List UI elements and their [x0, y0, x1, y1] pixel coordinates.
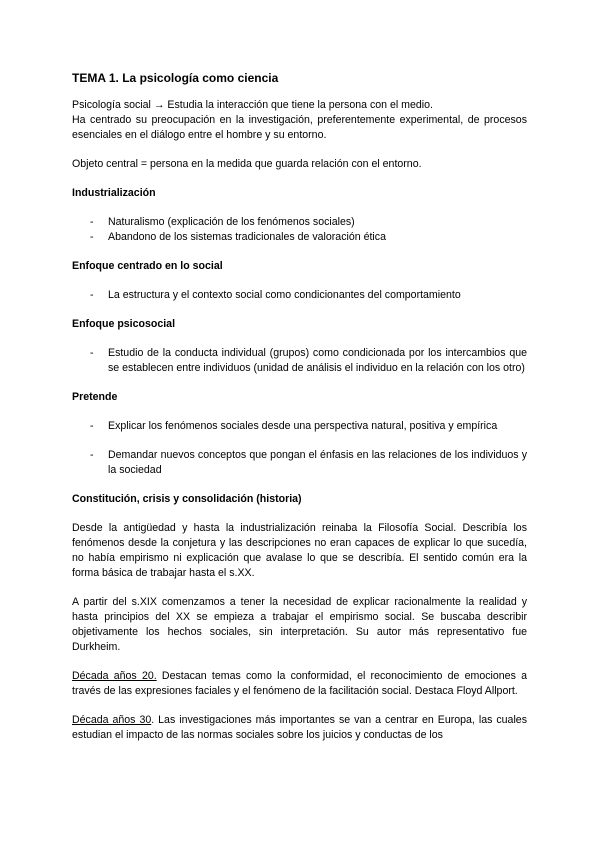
- intro-line-1: Psicología social → Estudia la interacción que tiene la persona con el medio.: [72, 99, 433, 111]
- historia-paragraph-2: A partir del s.XIX comenzamos a tener la necesidad de explicar racionalmente la realidad y hasta principios del XX se empieza a trabajar el empirismo social. Se buscaba describir objetivamente los hechos sociales, sin interpretación. Su autor más representativo fue Durkheim.: [72, 596, 527, 653]
- list-item: - Explicar los fenómenos sociales desde una perspectiva natural, positiva y empírica: [90, 420, 498, 432]
- list-item: - La estructura y el contexto social como condicionantes del comportamiento: [90, 289, 461, 301]
- list-item: - Abandono de los sistemas tradicionales de valoración ética: [90, 231, 386, 243]
- historia-paragraph-4: Década años 30. Las investigaciones más importantes se van a centrar en Europa, las cuales estudian el impacto de las normas sociales sobre los juicios y conductas de los: [72, 714, 527, 741]
- list-item: - Estudio de la conducta individual (grupos) como condicionada por los intercambios que se establecen entre individuos (unidad de análisis el individuo en la relación con los otro): [90, 347, 527, 374]
- historia-paragraph-3: Década años 20. Destacan temas como la conformidad, el reconocimiento de emociones a través de las expresiones faciales y el fenómeno de la facilitación social. Destaca Floyd Allport.: [72, 670, 527, 697]
- decade-30-label: Década años 30: [72, 714, 152, 726]
- heading-industrializacion: Industrialización: [72, 187, 156, 199]
- list-item: - Naturalismo (explicación de los fenómenos sociales): [90, 216, 355, 228]
- list-enfoque-social: [72, 288, 527, 303]
- page-title: TEMA 1. La psicología como ciencia: [72, 71, 279, 85]
- document-page: [72, 70, 527, 743]
- objeto-central: Objeto central = persona en la medida que guarda relación con el entorno.: [72, 158, 422, 170]
- heading-enfoque-psicosocial: Enfoque psicosocial: [72, 318, 176, 330]
- heading-historia: Constitución, crisis y consolidación (historia): [72, 493, 302, 505]
- list-industrializacion: [72, 215, 527, 245]
- decade-20-label: Década años 20.: [72, 670, 157, 682]
- heading-pretende: Pretende: [72, 391, 118, 403]
- list-pretende: [72, 419, 527, 478]
- intro-line-2: Ha centrado su preocupación en la investigación, preferentemente experimental, de procesos esenciales en el diálogo entre el hombre y su entorno.: [72, 114, 527, 141]
- list-item: - Demandar nuevos conceptos que pongan el énfasis en las relaciones de los individuos y la sociedad: [90, 449, 527, 476]
- list-enfoque-psicosocial: [72, 346, 527, 376]
- heading-enfoque-social: Enfoque centrado en lo social: [72, 260, 223, 272]
- historia-paragraph-1: Desde la antigüedad y hasta la industrialización reinaba la Filosofía Social. Describía los fenómenos desde la conjetura y las descripciones no eran capaces de explicar lo que sucedía, no había empirismo ni explicación que avalase lo que se describía. El sentido común era la forma básica de trabajar hasta el s.XX.: [72, 522, 527, 579]
